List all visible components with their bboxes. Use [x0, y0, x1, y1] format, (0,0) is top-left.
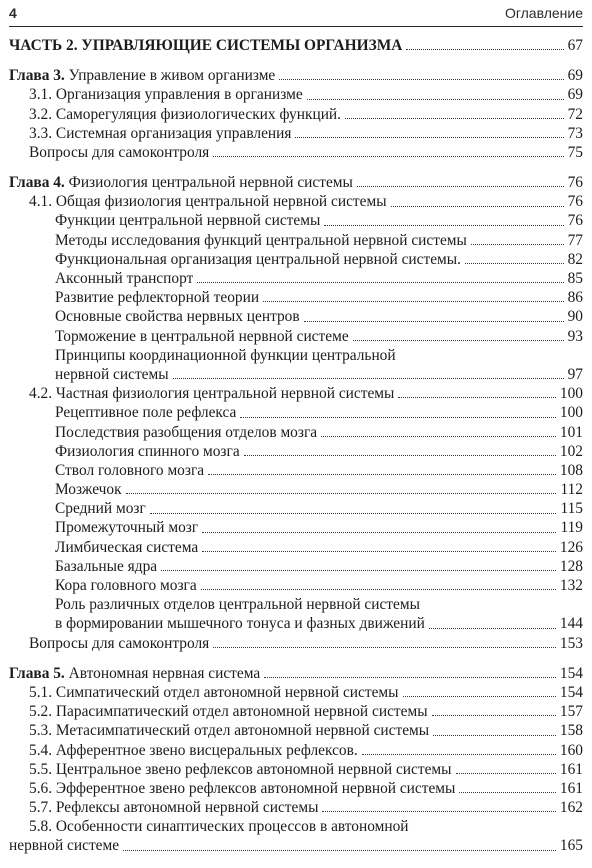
dot-leader [279, 79, 563, 80]
dot-leader [322, 811, 555, 812]
dot-leader [321, 436, 556, 437]
toc-entry-title [9, 173, 353, 192]
toc-entry-page: 76 [567, 193, 583, 211]
toc-entry-title: 5.1. Симпатический отдел автономной нервной системы [29, 683, 399, 701]
toc-entry-page: 154 [559, 683, 583, 701]
toc-entry-page: 97 [567, 365, 583, 383]
toc-entry-page: 102 [559, 442, 583, 460]
toc-entry-page: 69 [567, 67, 583, 85]
dot-leader [391, 206, 564, 207]
toc-entry-title: Базальные ядра [55, 557, 158, 575]
toc-entry-title: 3.2. Саморегуляция физиологических функций. [29, 105, 342, 123]
dot-leader [362, 754, 556, 755]
dot-leader [398, 397, 556, 398]
toc-entry-page: 82 [567, 250, 583, 268]
toc-entry-title: 5.7. Рефлексы автономной нервной системы [29, 799, 319, 817]
toc-part-2[interactable] [9, 36, 583, 55]
toc-entry-page: 112 [560, 481, 583, 499]
toc-entry-title: 5.5. Центральное звено рефлексов автономной нервной системы [29, 760, 452, 778]
toc-section-4-2[interactable] [9, 384, 583, 403]
chapter-title: Физиология центральной нервной системы [68, 174, 353, 192]
toc-entry-title: Лимбическая система [55, 538, 199, 556]
toc-entry-page: 165 [559, 837, 583, 855]
toc-entry[interactable] [9, 576, 583, 595]
dot-leader [307, 99, 564, 100]
chapter-label: Глава 4. [9, 174, 65, 192]
dot-leader [456, 773, 556, 774]
dot-leader [403, 696, 556, 697]
dot-leader [240, 417, 556, 418]
toc-entry-title: Вопросы для самоконтроля [29, 634, 210, 652]
toc-entry-page: 100 [559, 385, 583, 403]
toc-entry-title: Аксонный транспорт [55, 270, 194, 288]
toc-entry[interactable] [9, 779, 583, 798]
dot-leader [208, 474, 556, 475]
toc-chapter-4[interactable] [9, 173, 583, 192]
toc-entry-title: Функциональная организация центральной нервной системы. [55, 250, 461, 268]
toc-entry-page: 144 [559, 615, 583, 633]
toc-entry-page: 158 [559, 722, 583, 740]
toc-entry-page: 85 [567, 270, 583, 288]
toc-entry-title: Основные свойства нервных центров [55, 308, 300, 326]
dot-leader [304, 321, 564, 322]
dot-leader [324, 225, 563, 226]
toc-entry-page: 115 [560, 500, 583, 518]
toc-entry-page: 73 [567, 124, 583, 142]
running-title: Оглавление [504, 5, 583, 21]
toc-entry-page: 75 [567, 143, 583, 161]
toc-entry-page: 72 [567, 105, 583, 123]
toc-entry[interactable] [9, 365, 583, 384]
toc-entry-title [9, 66, 275, 85]
dot-leader [202, 532, 556, 533]
toc-entry-page: 101 [559, 423, 583, 441]
toc-entry-page: 69 [567, 86, 583, 104]
toc-entry-title: ЧАСТЬ 2. УПРАВЛЯЮЩИЕ СИСТЕМЫ ОРГАНИЗМА [9, 36, 403, 54]
toc-entry-page: 108 [559, 461, 583, 479]
toc-entry-page: 157 [559, 703, 583, 721]
toc-entry-page: 67 [567, 36, 583, 54]
toc-entry-page: 76 [567, 212, 583, 230]
toc-entry-page: 154 [559, 664, 583, 682]
toc-entry-line1[interactable]: 5.8. Особенности синаптических процессов в автономной [29, 818, 409, 836]
dot-leader [213, 647, 556, 648]
toc-entry[interactable] [9, 423, 583, 442]
dot-leader [173, 378, 564, 379]
toc-entry[interactable] [9, 614, 583, 633]
toc-entry-line1[interactable]: Роль различных отделов центральной нервной системы [55, 596, 420, 614]
dot-leader [202, 551, 556, 552]
toc-entry-page: 100 [559, 404, 583, 422]
toc-entry-title [9, 664, 260, 683]
toc-entry[interactable] [9, 231, 583, 250]
toc-entry[interactable] [9, 105, 583, 124]
dot-leader [263, 301, 564, 302]
dot-leader [150, 513, 557, 514]
toc-entry-title: Функции центральной нервной системы [55, 212, 321, 230]
toc-entry-page: 119 [560, 519, 583, 537]
toc-entry-title: 3.1. Организация управления в организме [29, 86, 303, 104]
toc-entry-page: 161 [559, 779, 583, 797]
chapter-title: Автономная нервная система [68, 664, 261, 682]
toc-entry-page: 132 [559, 577, 583, 595]
toc-entry-title: нервной системы [55, 365, 169, 383]
toc-entry[interactable] [9, 557, 583, 576]
dot-leader [406, 49, 563, 50]
dot-leader [264, 677, 556, 678]
toc-entry[interactable] [9, 634, 583, 653]
dot-leader [433, 735, 556, 736]
toc-entry-title: 5.6. Эфферентное звено рефлексов автономной нервной системы [29, 779, 456, 797]
toc-entry[interactable] [9, 403, 583, 422]
toc-entry[interactable] [9, 683, 583, 702]
toc-entry-page: 86 [567, 289, 583, 307]
toc-entry-title: Рецептивное поле рефлекса [55, 404, 237, 422]
section-separator [9, 162, 583, 173]
toc-entry[interactable] [9, 250, 583, 269]
running-header [9, 0, 583, 27]
toc-entry-title: Торможение в центральной нервной системе [55, 327, 349, 345]
dot-leader [353, 340, 564, 341]
toc-entry-title: Последствия разобщения отделов мозга [55, 423, 318, 441]
toc-entry-page: 161 [559, 760, 583, 778]
toc-entry-title: 5.4. Афферентное звено висцеральных рефлексов. [29, 741, 358, 759]
toc-entry[interactable] [9, 461, 583, 480]
toc-entry[interactable] [9, 837, 583, 856]
toc-entry[interactable] [9, 327, 583, 346]
dot-leader [295, 137, 563, 138]
toc-entry[interactable] [9, 741, 583, 760]
chapter-label: Глава 3. [9, 67, 65, 85]
toc-entry-title: Методы исследования функций центральной нервной системы [55, 231, 467, 249]
section-separator [9, 653, 583, 664]
toc-entry-line1[interactable]: Принципы координационной функции центральной [55, 346, 396, 364]
dot-leader [429, 628, 556, 629]
dot-leader [465, 263, 564, 264]
dot-leader [244, 455, 556, 456]
toc-entry-page: 93 [567, 327, 583, 345]
dot-leader [471, 244, 564, 245]
toc-entry-title: Средний мозг [55, 500, 146, 518]
toc-entry[interactable] [9, 760, 583, 779]
dot-leader [432, 715, 556, 716]
toc-entry[interactable] [9, 538, 583, 557]
dot-leader [123, 850, 556, 851]
dot-leader [459, 792, 556, 793]
toc-entry-title: 4.1. Общая физиология центральной нервной системы [29, 193, 387, 211]
toc-entry-title: Мозжечок [55, 481, 122, 499]
toc-entry-title: Физиология спинного мозга [55, 442, 240, 460]
toc-chapter-3[interactable] [9, 66, 583, 85]
chapter-title: Управление в живом организме [68, 67, 276, 85]
toc-entry-title: 3.3. Системная организация управления [29, 124, 292, 142]
toc-entry[interactable] [9, 307, 583, 326]
toc-entry-page: 90 [567, 308, 583, 326]
dot-leader [126, 493, 557, 494]
toc-chapter-5[interactable] [9, 664, 583, 683]
toc-section-4-1[interactable] [9, 192, 583, 211]
toc-entry-title: 5.3. Метасимпатический отдел автономной нервной системы [29, 722, 430, 740]
dot-leader [345, 118, 564, 119]
toc-entry-title: нервной системе [9, 837, 120, 855]
toc-entry-page: 153 [559, 634, 583, 652]
toc-entry[interactable] [9, 288, 583, 307]
toc-entry-title: Ствол головного мозга [55, 461, 205, 479]
dot-leader [161, 570, 556, 571]
toc-entry-title: 5.2. Парасимпатический отдел автономной нервной системы [29, 703, 428, 721]
toc-entry-title: Развитие рефлекторной теории [55, 289, 260, 307]
toc-entry[interactable] [9, 85, 583, 104]
toc-entry-page: 128 [559, 557, 583, 575]
toc-entry[interactable] [9, 442, 583, 461]
dot-leader [197, 282, 563, 283]
toc-entry[interactable] [9, 124, 583, 143]
page-number: 4 [9, 5, 17, 21]
dot-leader [213, 156, 563, 157]
toc-entry[interactable] [9, 269, 583, 288]
toc-entry[interactable] [9, 480, 583, 499]
toc-entry-page: 77 [567, 231, 583, 249]
table-of-contents [9, 27, 583, 856]
toc-entry-title: 4.2. Частная физиология центральной нервной системы [29, 385, 395, 403]
toc-entry-page: 126 [559, 538, 583, 556]
section-separator [9, 55, 583, 66]
toc-entry-title: Промежуточный мозг [55, 519, 199, 537]
toc-entry-title: Кора головного мозга [55, 577, 197, 595]
toc-entry[interactable] [9, 143, 583, 162]
toc-entry[interactable] [9, 798, 583, 817]
toc-entry-title: в формировании мышечного тонуса и фазных движений [55, 615, 425, 633]
chapter-label: Глава 5. [9, 664, 65, 682]
toc-entry-page: 162 [559, 799, 583, 817]
toc-entry[interactable] [9, 702, 583, 721]
toc-entry-title: Вопросы для самоконтроля [29, 143, 210, 161]
toc-entry[interactable] [9, 212, 583, 231]
toc-entry-page: 76 [567, 174, 583, 192]
dot-leader [201, 589, 556, 590]
toc-entry[interactable] [9, 519, 583, 538]
dot-leader [357, 186, 564, 187]
toc-entry-page: 160 [559, 741, 583, 759]
toc-entry[interactable] [9, 499, 583, 518]
toc-entry[interactable] [9, 721, 583, 740]
